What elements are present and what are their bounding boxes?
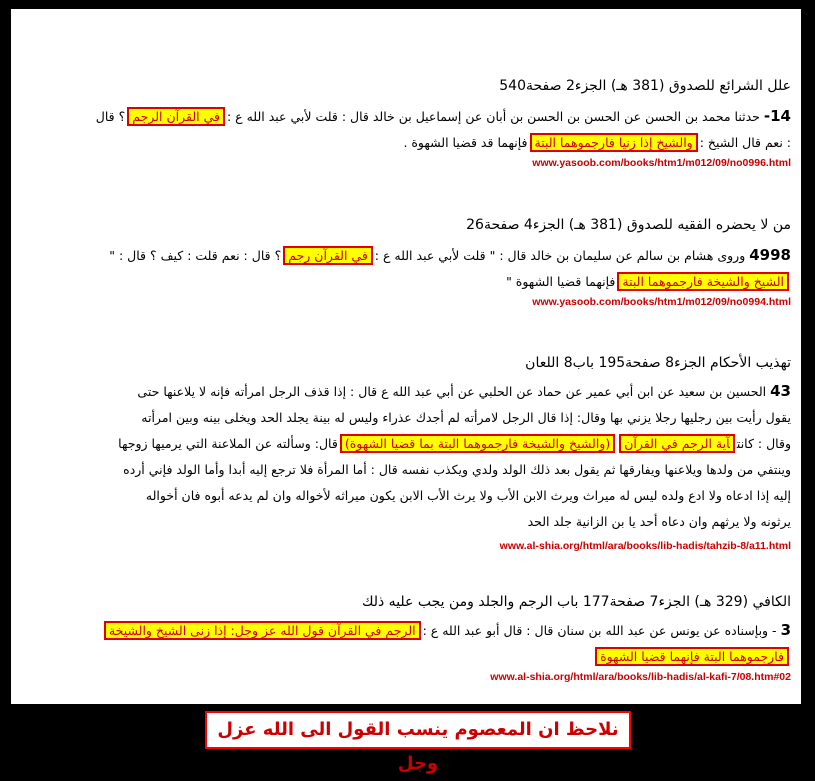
highlight: آية الرجم في القرآن [619,434,735,453]
source-title: الكافي (329 هـ) الجزء7 صفحة177 باب الرجم والجلد ومن يجب عليه ذلك [361,594,791,610]
highlight: في القرآن الرجم [127,107,225,126]
highlight: فارجموهما البتة فإنهما قضيا الشهوة [595,647,789,666]
highlight: الشيخ والشيخة فارجموهما البتة [617,272,789,291]
hadith-line: يرثونه ولا يرثهم وان دعاه أحد يا بن الزانية جلد الحد [527,514,791,529]
source-link[interactable]: www.al-shia.org/html/ara/books/lib-hadis/tahzib-8/a11.html [499,540,791,552]
highlight: (والشيخ والشيخة فارجموهما البتة بما قضيا الشهوة) [340,434,615,453]
source-link[interactable]: www.al-shia.org/html/ara/books/lib-hadis/al-kafi-7/08.htm#02 [490,671,791,683]
source-link[interactable]: www.yasoob.com/books/htm1/m012/09/no0994.html [532,296,791,308]
hadith-line: 43 الحسين بن سعيد عن ابن أبي عمير عن حماد عن الحلبي عن أبي عبد الله ع قال : إذا قذف الرجل امرأته فإنه لا يلاعنها حتى [137,382,791,400]
hadith-line: 4998 وروى هشام بن سالم عن سليمان بن خالد قال : " قلت لأبي عبد الله ع :في القرآن رجم؟ قال : نعم قلت : كيف ؟ قال : " [109,246,791,264]
highlight: والشيخ إذا زنيا فارجموهما البتة [530,133,698,152]
source-title: علل الشرائع للصدوق (381 هـ) الجزء2 صفحة540 [499,78,791,94]
hadith-line: وينتفي من ولدها ويلاعنها ويفارقها ثم يقول بعد ذلك الولد ولدي ويكذب نفسه قال : أما المرأة فلا ترجع إليه أبدا وأما الولد فإني أرده [123,462,791,477]
hadith-line: : نعم قال الشيخ :والشيخ إذا زنيا فارجموهما البتةفإنهما قد قضيا الشهوة . [403,135,791,150]
hadith-line [21,644,791,670]
hadith-line: 14- حدثنا محمد بن الحسن عن الحسن بن الحسن بن أبان عن إسماعيل بن خالد قال : قلت لأبي عبد الله ع :في القرآن الرجم؟ قال [95,107,791,125]
hadith-number: 14- [763,107,791,125]
hadith-line: وقال : كانتآية الرجم في القرآن(والشيخ والشيخة فارجموهما البتة بما قضيا الشهوة)قال: وسألته عن الملاعنة التي يرميها زوجها [118,436,791,451]
hadith-number: 4998 [749,246,791,264]
citation-tahdhib [21,352,791,553]
hadith-line: 3 - وبإسناده عن يونس عن عبد الله بن سنان قال : قال أبو عبد الله ع :الرجم في القرآن قول الله عز وجل: إذا زنى الشيخ والشيخة [21,617,791,644]
hadith-line: الشيخ والشيخة فارجموهما البتةفإنهما قضيا الشهوة " [21,269,791,295]
hadith-line: يقول رأيت بين رجليها رجلا يزني بها وقال: إذا قال الرجل لامرأته لم أجدك عذراء وليس له بينة يجلد الحد ويخلى بينه وبين امرأته [141,410,791,425]
source-link[interactable]: www.yasoob.com/books/htm1/m012/09/no0996.html [532,157,791,169]
highlight: في القرآن رجم [283,246,373,265]
citation-kafi [21,591,791,684]
document-page [11,9,801,704]
hadith-number: 3 [780,621,791,639]
hadith-number: 43 [770,382,791,400]
hadith-line: إليه إذا ادعاه ولا ادع ولده ليس له ميراث ويرث الابن الأب ولا يرث الأب الابن يكون ميراثه لأخواله وان لم يدعه أبوه فان أخواله [145,488,791,503]
citation-ilal [21,75,791,170]
highlight: الرجم في القرآن قول الله عز وجل: إذا زنى الشيخ والشيخة [104,621,421,640]
source-title: من لا يحضره الفقيه للصدوق (381 هـ) الجزء4 صفحة26 [466,217,791,233]
source-title: تهذيب الأحكام الجزء8 صفحة195 باب8 اللعان [525,355,791,371]
citation-faqih [21,214,791,309]
caption-banner: نلاحظ ان المعصوم ينسب القول الى الله عزل وجل [205,711,631,749]
